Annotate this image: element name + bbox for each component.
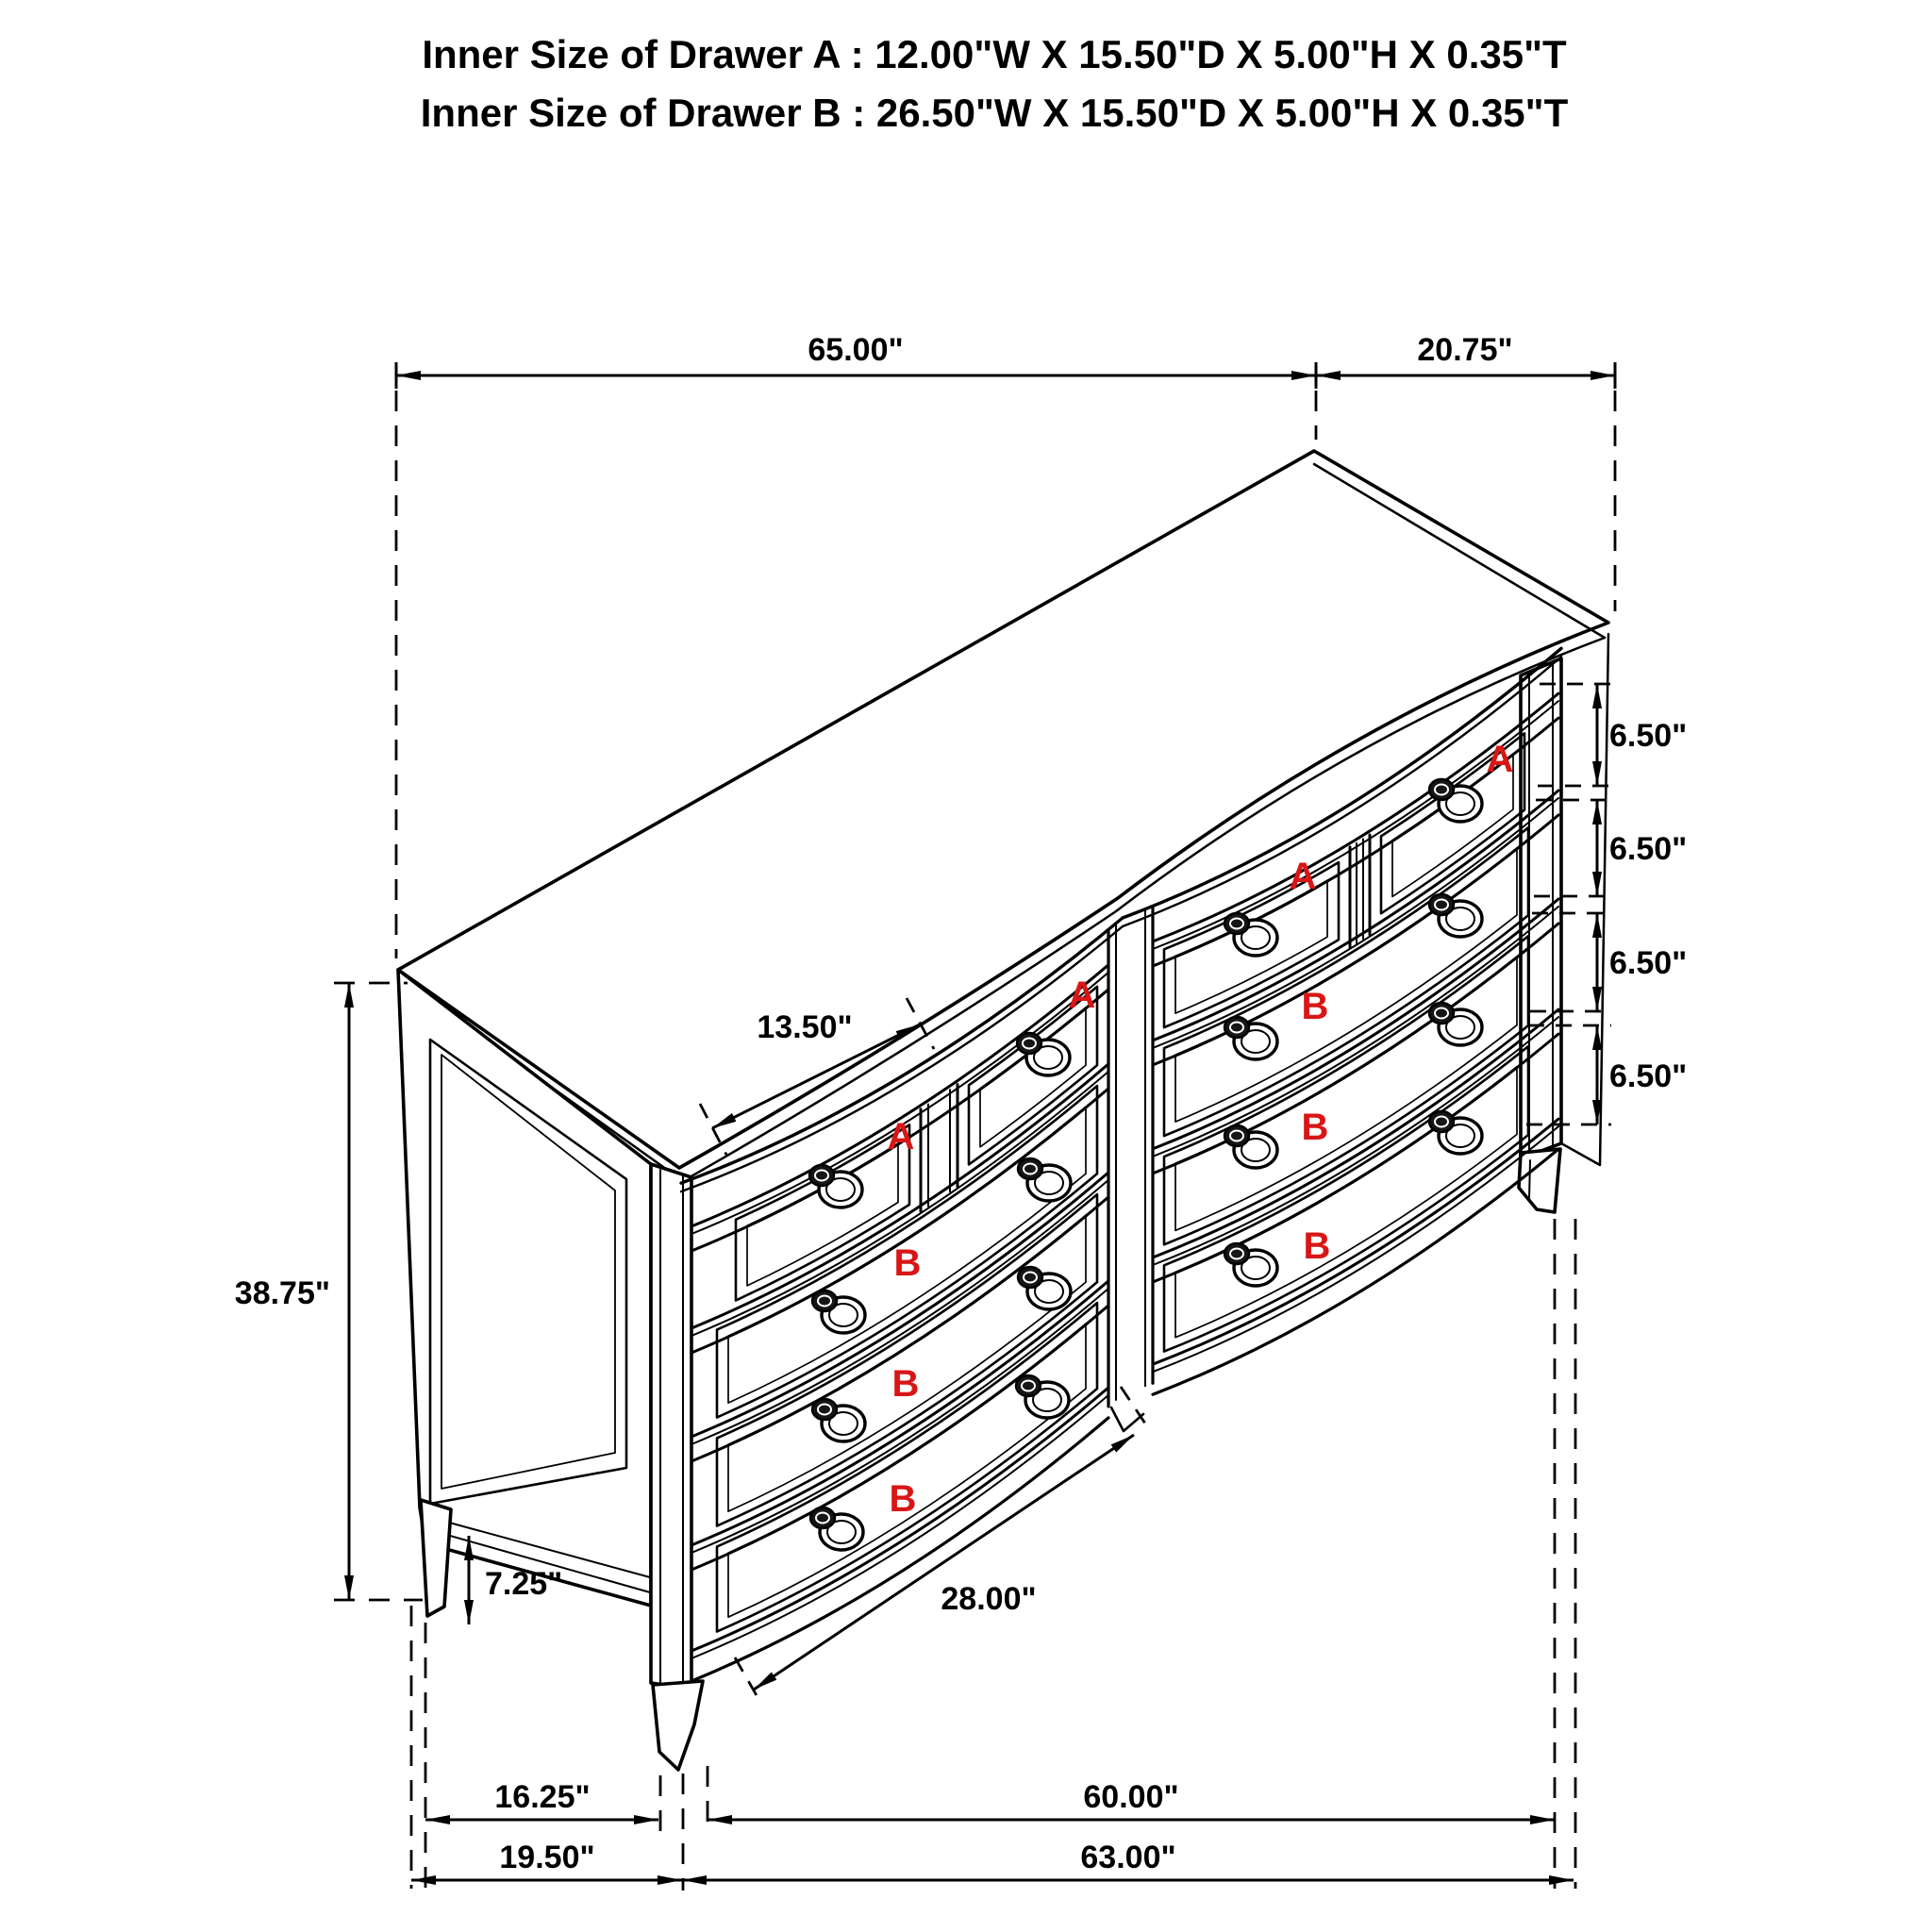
title-line-2: Inner Size of Drawer B : 26.50"W X 15.50"D X 5.00"H X 0.35"T <box>420 91 1569 135</box>
dresser-drawing <box>398 451 1608 1770</box>
dimension-base-front-outer <box>682 1840 1574 1880</box>
drawer-label-b: B <box>891 1363 920 1405</box>
front-left-post <box>651 1164 691 1689</box>
drawer-label-a: A <box>887 1116 915 1158</box>
drawer-label-b: B <box>1303 1225 1331 1267</box>
dim-base-front-inner-label: 60.00" <box>1083 1779 1179 1815</box>
drawer-knob <box>1018 1267 1071 1309</box>
dim-base-side-outer-label: 19.50" <box>499 1840 595 1875</box>
drawer-knob <box>1016 1375 1069 1418</box>
drawer-knob <box>1224 1243 1277 1286</box>
dim-top-depth-label: 20.75" <box>1417 332 1513 368</box>
dim-drawer-height-1: 6.50" <box>1609 718 1688 754</box>
front-right-leg-taper <box>1529 1160 1530 1198</box>
dimension-overall-height <box>235 983 423 1600</box>
dim-base-front-outer-label: 63.00" <box>1080 1840 1176 1875</box>
drawer-knob <box>1224 1125 1277 1168</box>
drawer-knob <box>812 1291 865 1333</box>
front-right-leg <box>1519 1149 1560 1212</box>
dimension-base-side-outer <box>411 1840 682 1880</box>
drawer-knob <box>1224 1017 1277 1059</box>
drawer-face-frame <box>717 1303 1097 1631</box>
dim-base-side-inner-label: 16.25" <box>494 1779 591 1815</box>
drawer-knob <box>1429 1111 1482 1154</box>
title-line-1: Inner Size of Drawer A : 12.00"W X 15.50"D X 5.00"H X 0.35"T <box>422 32 1567 76</box>
dimension-base-front-inner <box>708 1779 1555 1820</box>
drawer-knob <box>810 1507 863 1550</box>
drawer-knob <box>812 1399 865 1441</box>
dim-overall-height-label: 38.75" <box>234 1275 330 1311</box>
drawer-knob <box>1429 1003 1482 1045</box>
dim-drawer-height-2: 6.50" <box>1609 831 1688 867</box>
front-left-leg <box>653 1681 703 1770</box>
drawer-label-b: B <box>889 1478 917 1520</box>
dim-top-width-label: 65.00" <box>808 332 904 368</box>
back-left-leg <box>421 1500 451 1616</box>
right-back-edge <box>1561 634 1608 1165</box>
drawer-knob <box>1429 894 1482 937</box>
drawer-label-b: B <box>1301 1107 1329 1148</box>
drawer-knob <box>1017 1033 1070 1075</box>
dim-leg-height-label: 7.25" <box>485 1566 563 1602</box>
title-block <box>421 32 1569 135</box>
dim-drawer-a-width-label: 13.50" <box>757 1009 853 1045</box>
drawer-face-frame <box>1164 936 1528 1244</box>
drawer-rail <box>1153 907 1558 1157</box>
drawer-label-a: A <box>1486 739 1514 780</box>
drawer-knob <box>1224 913 1277 956</box>
drawer-label-a: A <box>1068 974 1096 1016</box>
dim-drawer-b-width-label: 28.00" <box>941 1581 1037 1617</box>
dimension-base-side-inner <box>425 1779 658 1820</box>
drawer-label-a: A <box>1289 856 1317 897</box>
drawer-label-b: B <box>893 1242 922 1284</box>
drawer-label-b: B <box>1301 986 1329 1027</box>
dim-drawer-height-3: 6.50" <box>1609 945 1688 981</box>
dim-drawer-height-4: 6.50" <box>1609 1058 1688 1094</box>
drawer-knob <box>1018 1158 1071 1201</box>
drawer-face-frame <box>1164 1046 1528 1351</box>
center-divider-foot <box>1111 1407 1143 1431</box>
